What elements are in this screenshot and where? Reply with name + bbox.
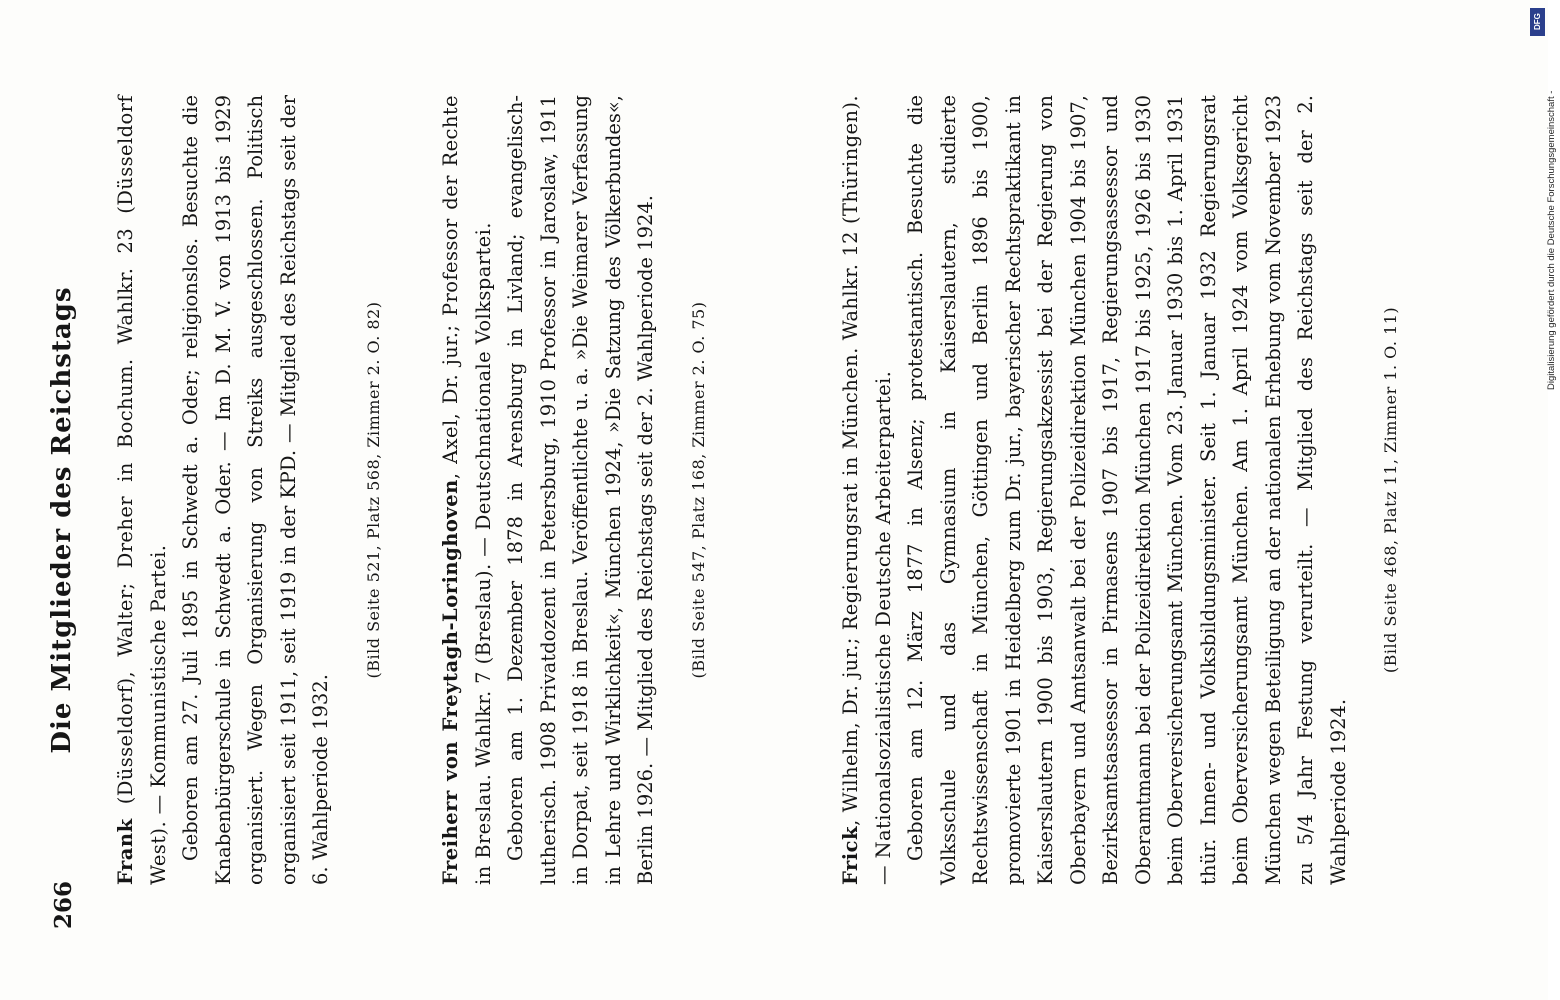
photo-reference: (Bild Seite 547, Platz 168, Zimmer 2. O. 75) (688, 301, 708, 679)
dfg-logo: DFG (1530, 8, 1545, 36)
member-details: , Axel, Dr. jur.; Professor der Rechte in Breslau. Wahlkr. 7 (Breslau). — Deutschnationale Volkspartei. (439, 95, 495, 885)
entry-biography: Geboren am 12. März 1877 in Alsenz; protestantisch. Besuchte die Volksschule und das Gymnasium in Kaiserslautern, studierte Rechtswissenschaft in München, Göttingen und Berlin 1896 bis 1900, promovierte 1901 in Heidelberg zum Dr. jur., bayerischer Rechtspraktikant in Kaiserslautern 1900 bis 1903, Regierungsakzessist bei der Regierung von Oberbayern und Amtsanwalt bei der Polizeidirektion München 1904 bis 1907, Bezirksamtsassessor in Pirmasens 1907 bis 1917, Regierungsassessor und Oberamtmann bei der Polizeidirektion München 1917 bis 1925, 1926 bis 1930 beim Oberversicherungsamt München. Vom 23. Januar 1930 bis 1. April 1931 thür. Innen- und Volksbildungsminister. Seit 1. Januar 1932 Regierungsrat beim Oberversicherungsamt München. Am 1. April 1924 vom Volksgericht München wegen Beteiligung an der nationalen Erhebung vom November 1923 zu 5/4 Jahr Festung verurteilt. — Mitglied des Reichstags seit der 2. Wahlperiode 1924. (904, 95, 1350, 885)
photo-reference: (Bild Seite 468, Platz 11, Zimmer 1. O. 11) (1381, 306, 1400, 674)
page-number: 266 (50, 880, 77, 929)
member-name: Freiherr von Freytagh-Loringhoven (439, 479, 462, 885)
entry-heading (835, 95, 900, 885)
member-details: (Düsseldorf), Walter; Dreher in Bochum. Wahlkr. 23 (Düsseldorf West). — Kommunistische Partei. (114, 95, 170, 885)
rotated-page-content (40, 85, 1540, 955)
entry-biography: Geboren am 27. Juli 1895 in Schwedt a. Oder; religionslos. Besuchte die Knabenbürgerschule in Schwedt a. Oder. — Im D. M. V. von 1913 bis 1929 organisiert. Wegen Organisierung von Streiks ausgeschlossen. Politisch organisiert seit 1911, seit 1919 in der KPD. — Mitglied des Reichstags seit der 6. Wahlperiode 1932. (179, 95, 332, 885)
credit-text: Digitalisierung gefördert durch die Deutsche Forschungsgemeinschaft - (1546, 90, 1557, 390)
member-details: , Wilhelm, Dr. jur.; Regierungsrat in München. Wahlkr. 12 (Thüringen). — Nationalsozialistische Deutsche Arbeiterpartei. (839, 95, 895, 885)
member-entry-frank (110, 95, 390, 885)
page-header (40, 85, 98, 955)
entry-heading (435, 95, 500, 885)
entry-heading (110, 95, 175, 885)
entry-biography: Geboren am 1. Dezember 1878 in Arensburg in Livland; evangelisch-lutherisch. 1908 Privatdozent in Petersburg, 1910 Professor in Jaroslaw, 1911 in Dorpat, seit 1918 in Breslau. Veröffentlichte u. a. »Die Weimarer Verfassung in Lehre und Wirklichkeit«, München 1924, »Die Satzung des Völkerbundes«, Berlin 1926. — Mitglied des Reichstags seit der 2. Wahlperiode 1924. (504, 95, 657, 885)
photo-reference: (Bild Seite 521, Platz 568, Zimmer 2. O. 82) (363, 301, 383, 679)
digitization-credit (1530, 10, 1557, 990)
member-name: Frank (114, 818, 137, 885)
member-entry-freytagh-loringhoven (435, 95, 715, 885)
member-name: Frick (839, 825, 862, 885)
member-entry-frick (835, 95, 1408, 885)
running-title: Die Mitglieder des Reichstags (47, 286, 77, 754)
